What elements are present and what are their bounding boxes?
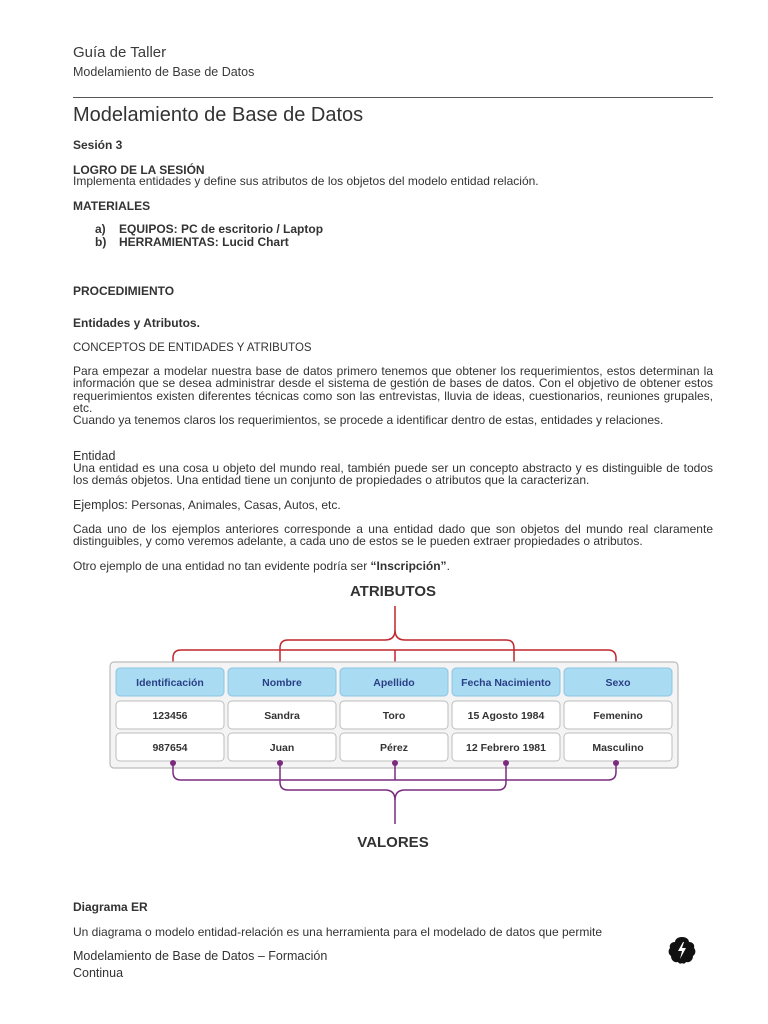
attributes-values-diagram [108,580,680,860]
header-guide: Guía de Taller [73,44,167,61]
conceptos-heading: CONCEPTOS DE ENTIDADES Y ATRIBUTOS [73,342,312,354]
materiales-heading: MATERIALES [73,199,151,213]
para-relaciones: Cuando ya tenemos claros los requerimientos, se procede a identificar dentro de estas, entidades y relaciones. [73,413,664,427]
header-subtitle: Modelamiento de Base de Datos [73,65,255,79]
para-ejemplos: Cada uno de los ejemplos anteriores corresponde a una entidad dado que son objetos del mundo real claramente distinguibles, y como veremos adelante, a cada uno de estos se le pueden extraer propiedades o atributos. [73,522,713,549]
diagram-top-label: ATRIBUTOS [349,583,437,600]
attributes-brace [173,606,616,666]
footer-line1: Modelamiento de Base de Datos – Formación [73,949,328,963]
header-rule [73,97,713,98]
table-cell: Masculino [592,742,644,754]
para-inscripcion: Otro ejemplo de una entidad no tan evidente podría ser “Inscripción”. [73,559,450,573]
ejemplos-line [73,499,713,511]
table-cell: 987654 [152,742,188,754]
page-title: Modelamiento de Base de Datos [73,104,364,126]
table-cell: Toro [382,710,406,722]
diagram-bottom-label: VALORES [357,834,429,851]
materiales-list [95,223,323,248]
values-brace [173,765,616,824]
brain-logo-icon [666,934,698,966]
entidad-text: Una entidad es una cosa u objeto del mundo real, también puede ser un concepto abstracto y es distinguible de todos los demás objetos. Una entidad tiene un conjunto de propiedades o atributos que la caracterizan. [73,461,713,488]
diagrama-er-heading: Diagrama ER [73,900,148,914]
list-item: b) HERRAMIENTAS: Lucid Chart [95,234,289,249]
ejemplos-label: Ejemplos: [73,498,128,512]
header-sexo: Sexo [605,677,631,689]
table-cell: Pérez [379,742,409,754]
footer-line2: Continua [73,966,124,980]
table-cell: 12 Febrero 1981 [466,742,546,754]
para-requerimientos: Para empezar a modelar nuestra base de datos primero tenemos que obtener los requerimientos, estos determinan la información que se desea administrar desde el sistema de gestión de bases de datos. Con el objetivo de obtener estos requerimientos existen diferentes técnicas como son las entrevistas, lluvia de ideas, cuestionarios, reuniones grupales, etc. [73,364,713,416]
header-fecha-nacimiento: Fecha Nacimiento [461,677,551,689]
attribute-headers [116,668,672,696]
table-cell: Femenino [593,710,643,722]
logro-heading: LOGRO DE LA SESIÓN [73,163,205,177]
list-item: a) EQUIPOS: PC de escritorio / Laptop [95,222,324,236]
table-cell: 123456 [152,710,188,722]
ejemplos-text: Personas, Animales, Casas, Autos, etc. [127,498,341,512]
table-cell: Sandra [264,710,300,722]
table-cell: 15 Agosto 1984 [467,710,545,722]
logro-text: Implementa entidades y define sus atributos de los objetos del modelo entidad relación. [73,174,539,188]
header-nombre: Nombre [262,677,302,689]
table-cell: Juan [269,742,295,754]
header-identificacion: Identificación [136,677,204,689]
session-label: Sesión 3 [73,138,123,152]
procedimiento-heading: PROCEDIMIENTO [73,284,175,298]
header-apellido: Apellido [373,677,415,689]
entidad-heading: Entidad [73,449,116,463]
diagrama-er-text: Un diagrama o modelo entidad-relación es una herramienta para el modelado de datos que permite [73,925,602,939]
entidades-atributos-heading: Entidades y Atributos. [73,316,200,330]
